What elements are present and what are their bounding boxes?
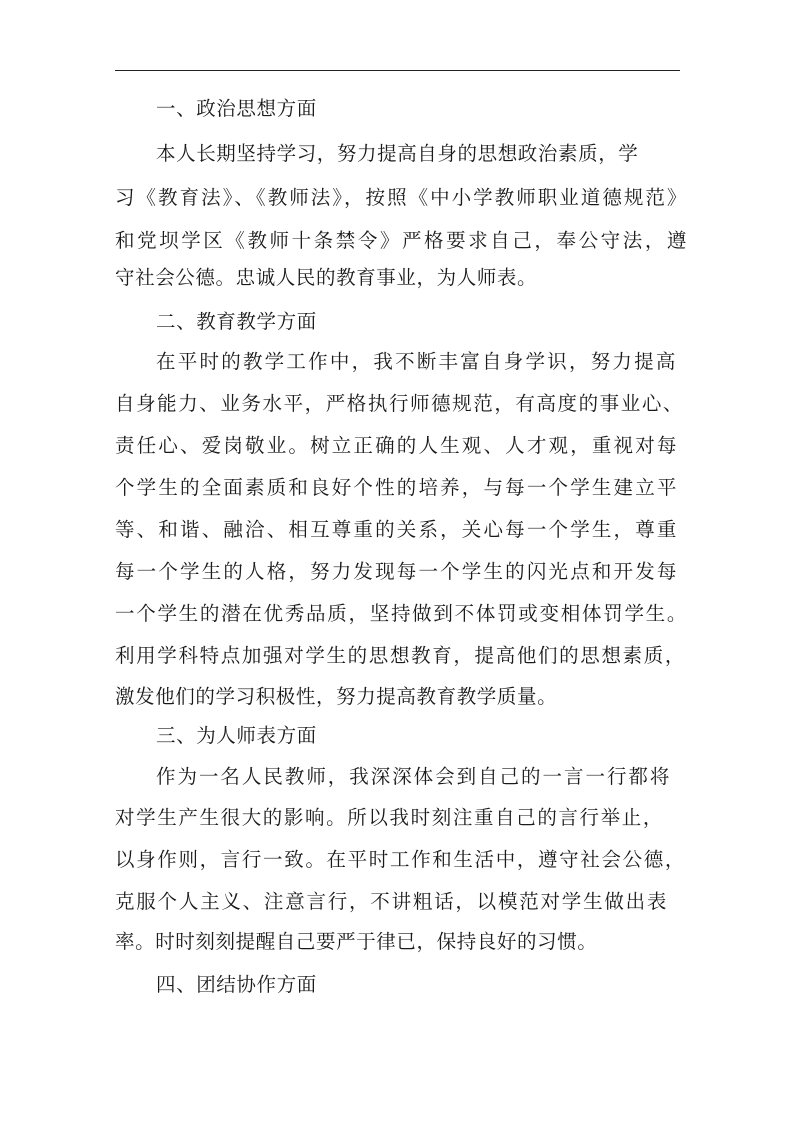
section-heading: 三、为人师表方面 [156, 724, 317, 747]
paragraph-line: 等、和谐、融洽、相互尊重的关系，关心每一个学生，尊重 [115, 518, 677, 541]
section-heading: 一、政治思想方面 [156, 97, 317, 120]
paragraph-line: 责任心、爱岗敬业。树立正确的人生观、人才观，重视对每 [115, 434, 677, 457]
paragraph-line: 在平时的教学工作中，我不断丰富自身学识，努力提高 [156, 350, 676, 373]
paragraph-line: 对学生产生很大的影响。所以我时刻注重自己的言行举止， [115, 806, 663, 829]
paragraph-line: 守社会公德。忠诚人民的教育事业，为人师表。 [115, 266, 538, 289]
paragraph-line: 以身作则，言行一致。在平时工作和生活中，遵守社会公德， [115, 848, 685, 871]
paragraph-line: 利用学科特点加强对学生的思想教育，提高他们的思想素质， [115, 644, 685, 667]
paragraph-line: 和党坝学区《教师十条禁令》严格要求自己，奉公守法，遵 [115, 229, 687, 252]
paragraph-line: 本人长期坚持学习，努力提高自身的思想政治素质，学 [156, 142, 639, 165]
section-heading: 四、团结协作方面 [156, 973, 317, 996]
paragraph-line: 作为一名人民教师，我深深体会到自己的一言一行都将 [156, 765, 670, 788]
paragraph-line: 习《教育法》、《教师法》，按照《中小学教师职业道德规范》 [115, 186, 687, 209]
paragraph-line: 激发他们的学习积极性，努力提高教育教学质量。 [115, 685, 558, 708]
paragraph-line: 率。时时刻刻提醒自己要严于律已，保持良好的习惯。 [115, 930, 598, 953]
paragraph-line: 一个学生的潜在优秀品质，坚持做到不体罚或变相体罚学生。 [115, 602, 687, 625]
paragraph-line: 自身能力、业务水平，严格执行师德规范，有高度的事业心、 [115, 392, 683, 415]
paragraph-line: 克服个人主义、注意言行，不讲粗话，以模范对学生做出表 [115, 890, 667, 913]
paragraph-line: 每一个学生的人格，努力发现每一个学生的闪光点和开发每 [115, 560, 677, 583]
section-heading: 二、教育教学方面 [156, 310, 317, 333]
paragraph-line: 个学生的全面素质和良好个性的培养，与每一个学生建立平 [115, 476, 677, 499]
